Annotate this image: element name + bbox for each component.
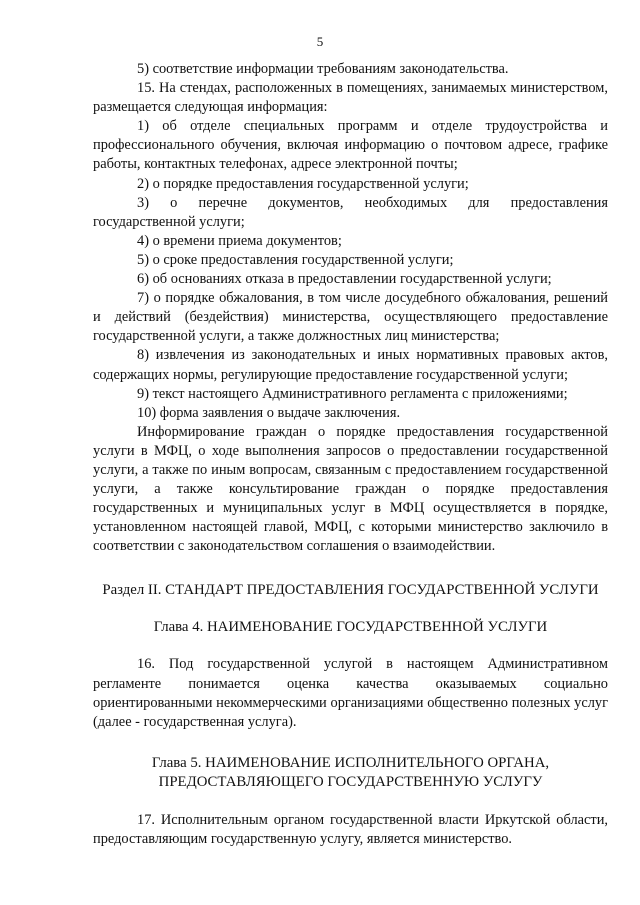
paragraph-mfc-informing: Информирование граждан о порядке предоставления государственной услуги в МФЦ, о ходе выполнения запросов о предоставлении государственной услуги, а также по иным вопросам, связанным с предоставлением государственной услуги, а также консультирование граждан о порядке предоставления государственных и муниципальных услуг в МФЦ осуществляется в порядке, установленном настоящей главой, МФЦ, с которыми министерство заключило в соответствии с законодательством соглашения о взаимодействии. (93, 423, 608, 555)
paragraph-item-7-appeal: 7) о порядке обжалования, в том числе досудебного обжалования, решений и действий (бездействия) министерства, осуществляющего предоставление государственной услуги, а также должностных лиц министерства; (93, 290, 608, 345)
paragraph-item-5-compliance: 5) соответствие информации требованиям законодательства. (137, 61, 509, 77)
paragraph-clause-15: 15. На стендах, расположенных в помещениях, занимаемых министерством, размещается следующая информация: (93, 80, 608, 116)
paragraph-clause-16: 16. Под государственной услугой в настоящем Административном регламенте понимается оценка качества оказываемых социально ориентированными некоммерческими организациями общественно полезных услуг (далее - государственная услуга). (93, 656, 608, 730)
paragraph-item-4-reception-time: 4) о времени приема документов; (137, 232, 342, 249)
page-number: 5 (316, 34, 324, 49)
section-heading: Раздел II. СТАНДАРТ ПРЕДОСТАВЛЕНИЯ ГОСУДАРСТВЕННОЙ УСЛУГИ (102, 582, 599, 599)
paragraph-item-6-refusal: 6) об основаниях отказа в предоставлении государственной услуги; (137, 271, 552, 288)
paragraph-item-10-form: 10) форма заявления о выдаче заключения. (137, 404, 401, 421)
paragraph-item-3-documents: 3) о перечне документов, необходимых для предоставления государственной услуги; (93, 194, 608, 230)
paragraph-clause-17: 17. Исполнительным органом государственной власти Иркутской области, предоставляющим государственную услугу, является министерство. (93, 811, 608, 847)
paragraph-item-5-term: 5) о сроке предоставления государственной услуги; (137, 251, 454, 268)
paragraph-item-2-procedure: 2) о порядке предоставления государственной услуги; (137, 175, 469, 192)
paragraph-item-9-regulation-text: 9) текст настоящего Административного регламента с приложениями; (137, 385, 568, 402)
paragraph-item-8-extracts: 8) извлечения из законодательных и иных нормативных правовых актов, содержащих нормы, регулирующие предоставление государственной услуги; (93, 347, 608, 383)
chapter-5-heading-line-2: ПРЕДОСТАВЛЯЮЩЕГО ГОСУДАРСТВЕННУЮ УСЛУГУ (158, 774, 543, 791)
chapter-5-heading-line-1: Глава 5. НАИМЕНОВАНИЕ ИСПОЛНИТЕЛЬНОГО ОРГАНА, (151, 754, 550, 771)
chapter-4-heading: Глава 4. НАИМЕНОВАНИЕ ГОСУДАРСТВЕННОЙ УСЛУГИ (153, 618, 548, 635)
paragraph-item-1-department: 1) об отделе специальных программ и отделе трудоустройства и профессионального обучения, включая информацию о почтовом адресе, графике работы, контактных телефонах, адресе электронной почты; (93, 118, 608, 173)
document-body (93, 60, 608, 849)
